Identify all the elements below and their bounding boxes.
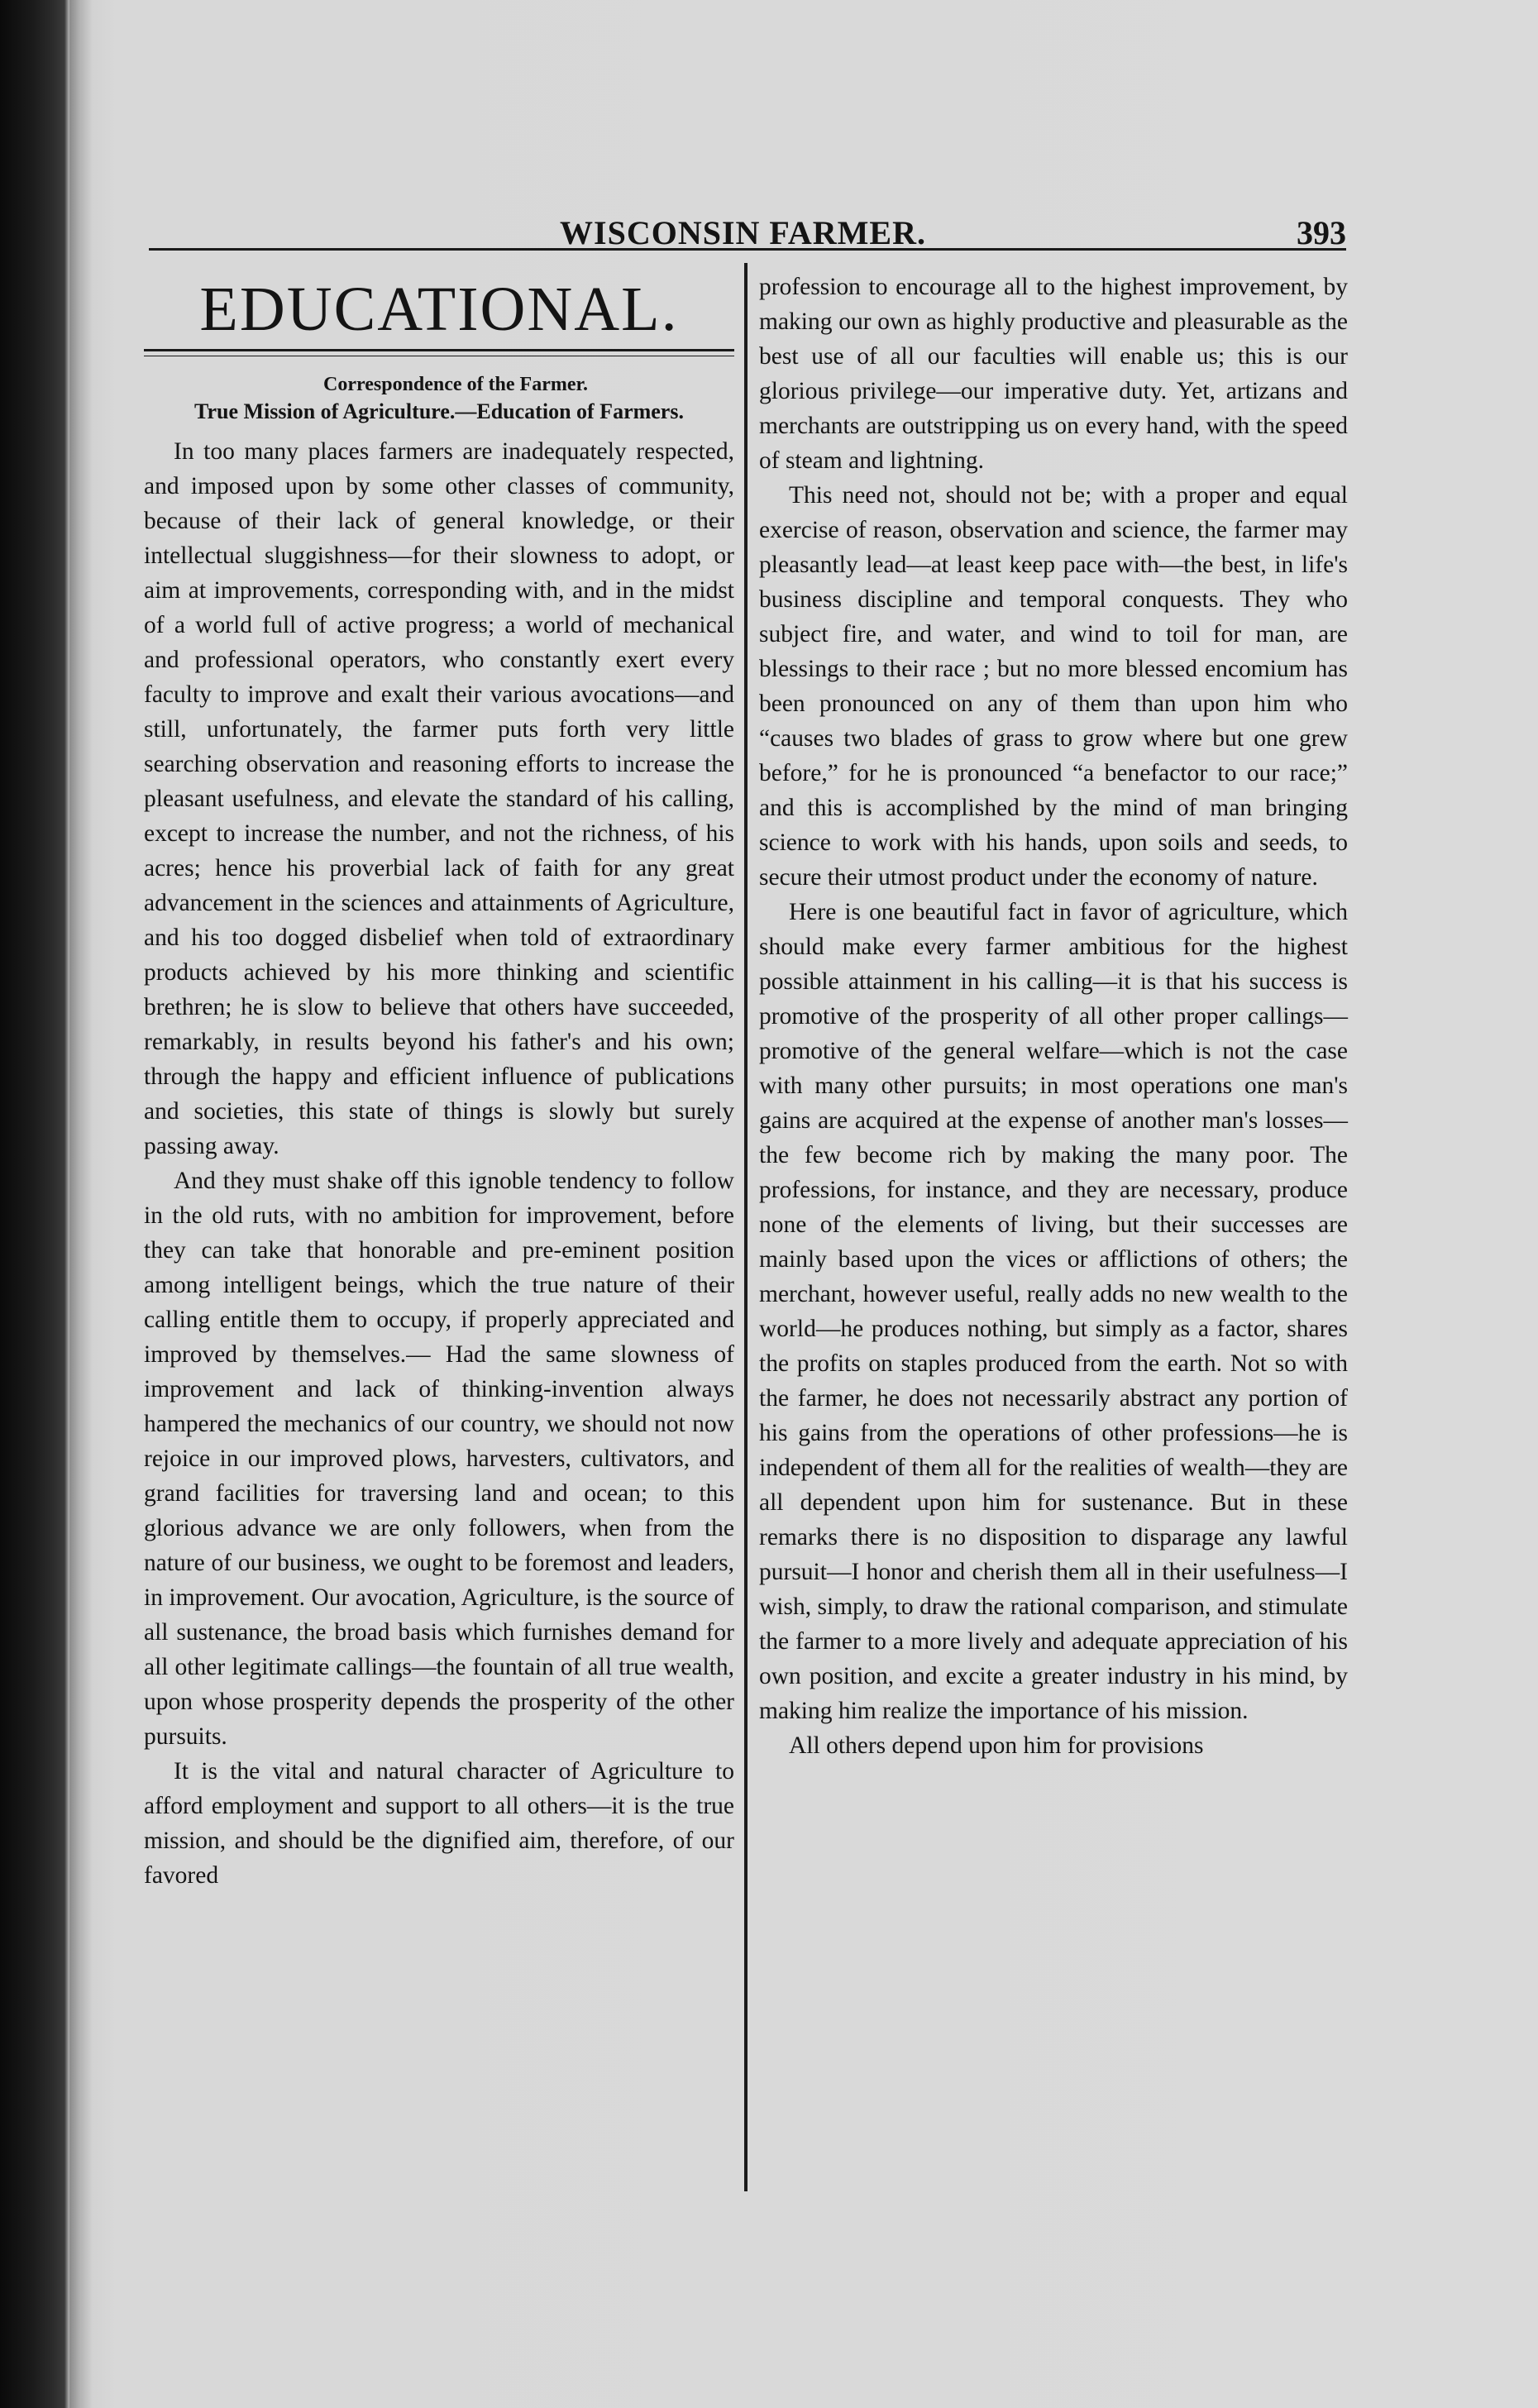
right-paragraph-3: All others depend upon him for provisions bbox=[789, 1732, 1204, 1759]
page-number: 393 bbox=[1297, 214, 1346, 251]
title-double-rule bbox=[144, 349, 734, 356]
column-rule bbox=[744, 263, 748, 2191]
left-paragraph-1: In too many places farmers are inadequately respected, and imposed upon by some other classes of community, because of their lack of general knowledge, or their intellectual sluggishness—for their slowness to adopt, or aim at improvements, corresponding with, and in the midst of a world full of active progress; a world of mechanical and professional operators, who constantly exert every faculty to improve and exalt their various avocations—and still, unfortunately, the farmer puts forth very little searching observation and reasoning efforts to increase the pleasant usefulness, and elevate the standard of his calling, except to increase the number, and not the richness, of his acres; hence his proverbial lack of faith for any great advancement in the sciences and attainments of Agriculture, and his too dogged disbelief when told of extraordinary products achieved by his more thinking and scientific brethren; he is slow to believe that others have succeeded, remarkably, in results beyond his father's and his own; through the happy and efficient influence of publications and societies, this state of things is slowly but surely passing away. bbox=[144, 438, 734, 1159]
correspondence-line: Correspondence of the Farmer. bbox=[323, 374, 588, 395]
left-column bbox=[144, 270, 734, 1893]
left-paragraph-3: It is the vital and natural character of Agriculture to afford employment and support to all others—it is the true mission, and should be the dignified aim, therefore, of our favored bbox=[144, 1758, 734, 1889]
header-rule bbox=[149, 248, 1346, 251]
left-paragraph-2: And they must shake off this ignoble tendency to follow in the old ruts, with no ambition for improvement, before they can take that honorable and pre-eminent position among intelligent beings, which the true nature of their calling entitle them to occupy, if properly appreciated and improved by themselves.— Had the same slowness of improvement and lack of thinking-invention always hampered the mechanics of our country, we should not now rejoice in our improved plows, harvesters, cultivators, and grand facilities for traversing land and ocean; to this glorious advance we are only followers, when from the nature of our business, we ought to be foremost and leaders, in improvement. Our avocation, Agriculture, is the source of all sustenance, the broad basis which furnishes demand for all other legitimate callings—the fountain of all true wealth, upon whose prosperity depends the prosperity of the other pursuits. bbox=[144, 1168, 734, 1750]
book-binding-shadow bbox=[69, 0, 93, 2408]
right-paragraph-2: Here is one beautiful fact in favor of agriculture, which should make every farmer ambitious for the highest possible attainment in his calling—it is that his success is promotive of the prosperity of all other proper callings— promotive of the general welfare—which is not the case with many other pursuits; in most operations one man's gains are acquired at the expense of another man's losses—the few become rich by making the many poor. The professions, for instance, and they are necessary, produce none of the elements of living, but their successes are mainly based upon the vices or afflictions of others; the merchant, however useful, really adds no new wealth to the world—he produces nothing, but simply as a factor, shares the profits on staples produced from the earth. Not so with the farmer, he does not necessarily abstract any portion of his gains from the operations of other professions—he is independent of them all for the realities of wealth—they are all dependent upon him for sustenance. But in these remarks there is no disposition to disparage any lawful pursuit—I honor and cherish them all in their usefulness—I wish, simply, to draw the rational comparison, and stimulate the farmer to a more lively and adequate appreciation of his own position, and excite a greater industry in his mind, by making him realize the importance of his mission. bbox=[759, 899, 1348, 1724]
running-head-title: WISCONSIN FARMER. bbox=[560, 214, 926, 251]
right-paragraph-1: This need not, should not be; with a proper and equal exercise of reason, observation and science, the farmer may pleasantly lead—at least keep pace with—the best, in life's business discipline and temporal conquests. They who subject fire, and water, and wind to toil for man, are blessings to their race ; but no more blessed encomium has been pronounced on any of them than upon him who “causes two blades of grass to grow where but one grew before,” for he is pronounced “a benefactor to our race;” and this is accomplished by the mind of man bringing science to work with his hands, upon soils and seeds, to secure their utmost product under the economy of nature. bbox=[759, 482, 1348, 891]
right-column bbox=[759, 270, 1348, 1763]
right-paragraph-continued: profession to encourage all to the highest improvement, by making our own as highly productive and pleasurable as the best use of all our faculties will enable us; this is our glorious privilege—our imperative duty. Yet, artizans and merchants are outstripping us on every hand, with the speed of steam and lightning. bbox=[759, 274, 1348, 474]
running-head bbox=[149, 213, 1346, 250]
article-subheading: True Mission of Agriculture.—Education of Farmers. bbox=[194, 399, 684, 423]
section-title: EDUCATIONAL. bbox=[199, 275, 679, 344]
